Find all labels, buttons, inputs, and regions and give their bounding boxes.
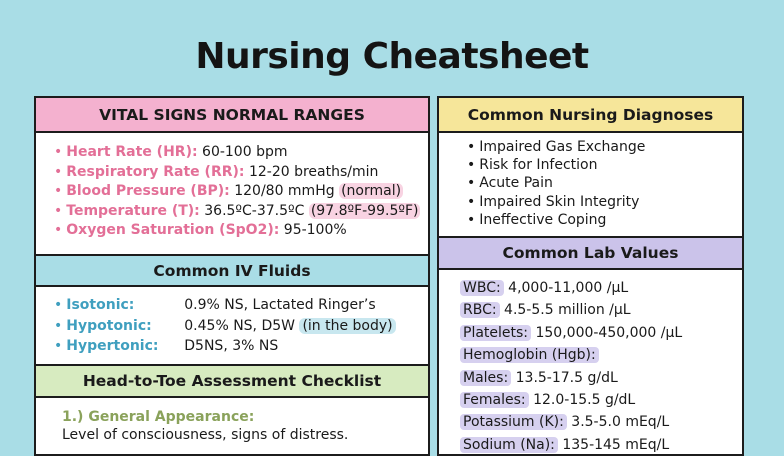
diagnoses-list — [439, 133, 742, 236]
lab-label: Females: — [460, 392, 529, 408]
vital-item — [54, 182, 428, 202]
diagnosis-item — [467, 138, 742, 156]
lab-value: 13.5-17.5 g/dL — [515, 369, 618, 386]
bullet-icon: • — [54, 338, 63, 354]
fluid-label: Isotonic: — [66, 297, 135, 313]
lab-label: Sodium (Na): — [460, 437, 558, 453]
fluid-value: 0.9% NS, Lactated Ringer’s — [184, 297, 376, 313]
page-title: Nursing Cheatsheet — [195, 36, 589, 77]
fluid-note: (in the body) — [299, 318, 395, 334]
bullet-icon: • — [54, 202, 63, 219]
vital-label: Blood Pressure (BP): — [66, 183, 230, 200]
vital-value: 12-20 breaths/min — [248, 163, 379, 180]
lab-item — [463, 277, 742, 299]
fluid-value: 0.45% NS, D5W — [184, 317, 295, 334]
diagnoses-header: Common Nursing Diagnoses — [439, 98, 742, 133]
bullet-icon: • — [54, 317, 63, 334]
lab-value: 4.5-5.5 million /µL — [504, 302, 631, 319]
labs-list — [439, 270, 742, 456]
diagnosis-text: Ineffective Coping — [479, 211, 607, 228]
diagnosis-item — [467, 174, 742, 192]
lab-item — [463, 389, 742, 411]
lab-item — [463, 299, 742, 321]
bullet-icon: • — [467, 211, 476, 228]
diagnosis-item — [467, 193, 742, 211]
lab-value: 12.0-15.5 g/dL — [533, 392, 636, 409]
fluid-label: Hypertonic: — [66, 338, 159, 354]
bullet-icon: • — [54, 297, 63, 313]
vital-item — [54, 143, 428, 163]
lab-item — [463, 411, 742, 433]
lab-label: WBC: — [460, 280, 504, 296]
bullet-icon: • — [54, 222, 63, 239]
fluid-item — [54, 316, 428, 337]
vitals-list — [36, 133, 428, 254]
fluid-label: Hypotonic: — [66, 317, 152, 334]
lab-label: RBC: — [460, 302, 500, 318]
lab-label: Platelets: — [460, 325, 531, 341]
bullet-icon: • — [54, 183, 63, 200]
diagnosis-text: Risk for Infection — [479, 157, 598, 174]
diagnosis-text: Impaired Gas Exchange — [479, 139, 646, 155]
vital-note: (97.8ºF-99.5ºF) — [310, 202, 419, 219]
labs-header: Common Lab Values — [439, 236, 742, 270]
vital-note: (normal) — [341, 183, 402, 200]
diagnosis-item — [467, 211, 742, 229]
fluid-item — [54, 295, 428, 316]
vital-label: Heart Rate (HR): — [66, 144, 198, 160]
bullet-icon: • — [54, 144, 63, 160]
bullet-icon: • — [467, 175, 476, 192]
lab-item — [463, 344, 742, 366]
vital-item — [54, 221, 428, 241]
lab-item — [463, 322, 742, 344]
vital-label: Temperature (T): — [66, 202, 200, 219]
vital-item — [54, 202, 428, 222]
lab-item — [463, 434, 742, 456]
fluids-header: Common IV Fluids — [36, 254, 428, 287]
diagnosis-text: Impaired Skin Integrity — [479, 193, 640, 210]
vital-item — [54, 163, 428, 183]
assessment-section-label: 1.) General Appearance: — [62, 409, 255, 425]
bullet-icon: • — [54, 163, 63, 180]
lab-label: Potassium (K): — [460, 414, 567, 430]
bullet-icon: • — [467, 139, 476, 155]
assessment-list — [36, 398, 428, 444]
vital-value: 36.5ºC-37.5ºC — [204, 202, 305, 219]
fluid-item — [54, 336, 428, 357]
assessment-header: Head-to-Toe Assessment Checklist — [36, 364, 428, 398]
bullet-icon: • — [467, 193, 476, 210]
lab-value: 3.5-5.0 mEq/L — [571, 414, 670, 431]
diagnosis-item — [467, 156, 742, 174]
diagnosis-text: Acute Pain — [479, 175, 553, 192]
lab-label: Males: — [460, 370, 511, 386]
lab-value: 135-145 mEq/L — [562, 436, 670, 453]
bullet-icon: • — [467, 157, 476, 174]
right-column — [437, 96, 744, 456]
fluid-value: D5NS, 3% NS — [184, 338, 279, 354]
fluids-list — [36, 287, 428, 364]
vital-value: 95-100% — [283, 222, 347, 239]
vital-label: Respiratory Rate (RR): — [66, 163, 245, 180]
vitals-header: VITAL SIGNS NORMAL RANGES — [36, 98, 428, 133]
assessment-section-text: Level of consciousness, signs of distress. — [62, 427, 349, 443]
vital-value: 60-100 bpm — [202, 144, 288, 160]
vital-label: Oxygen Saturation (SpO2): — [66, 222, 280, 239]
lab-item — [463, 367, 742, 389]
lab-value: 150,000-450,000 /µL — [535, 324, 683, 341]
lab-value: 4,000-11,000 /µL — [508, 280, 629, 296]
lab-label: Hemoglobin (Hgb): — [460, 347, 599, 363]
left-column — [34, 96, 430, 456]
vital-value: 120/80 mmHg — [234, 183, 335, 200]
